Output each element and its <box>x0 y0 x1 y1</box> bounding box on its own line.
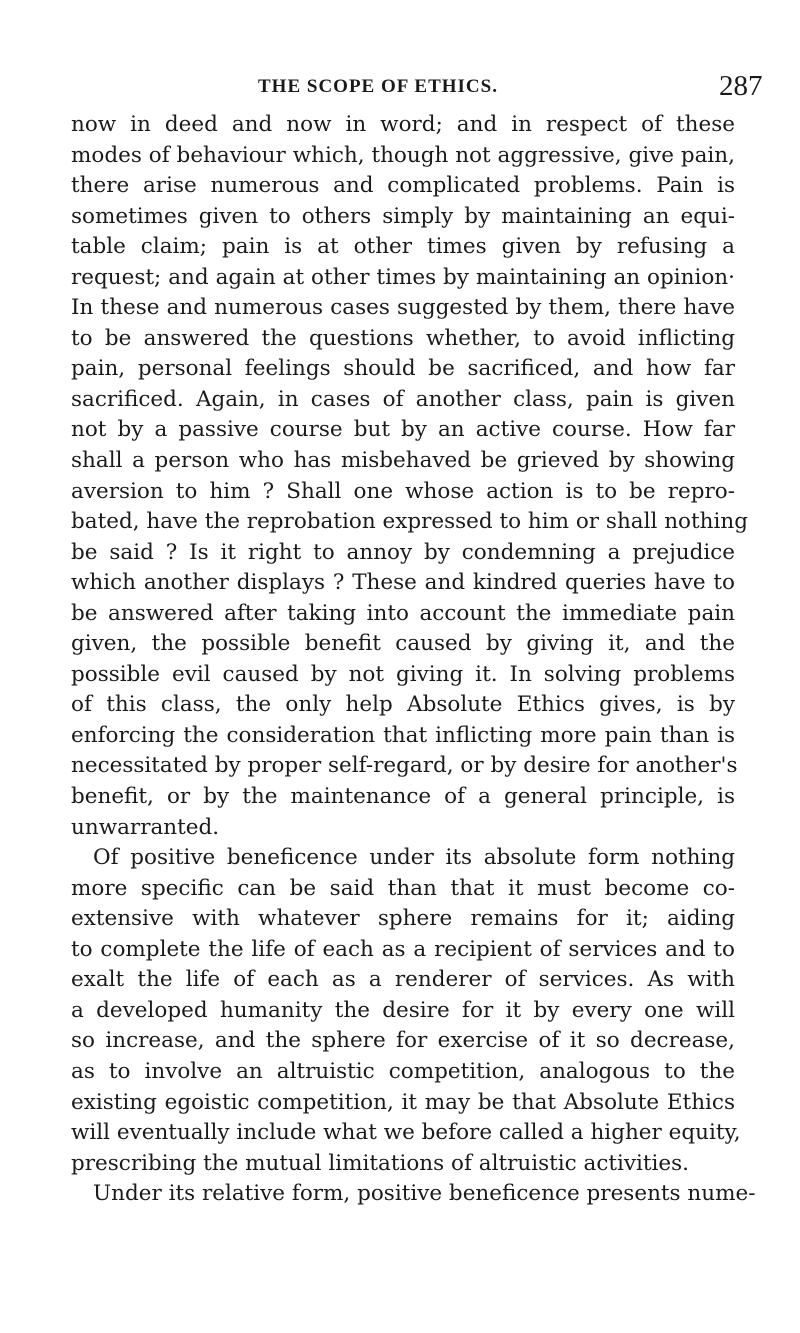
text-line: benefit, or by the maintenance of a general principle, is <box>71 784 735 810</box>
text-line: as to involve an altruistic competition, analogous to the <box>71 1058 735 1084</box>
text-line: pain, personal feelings should be sacrificed, and how far <box>71 356 735 382</box>
text-line: exalt the life of each as a renderer of services. As with <box>71 967 735 993</box>
paragraph <box>71 110 748 843</box>
text-line: request; and again at other times by maintaining an opinion· <box>71 264 735 290</box>
text-line: existing egoistic competition, it may be that Absolute Ethics <box>71 1089 735 1115</box>
text-line: sometimes given to others simply by maintaining an equi- <box>71 203 735 229</box>
text-line: be said ? Is it right to annoy by condemning a prejudice <box>71 539 735 565</box>
text-line: Under its relative form, positive beneficence presents nume- <box>93 1181 756 1207</box>
text-line: table claim; pain is at other times given by refusing a <box>71 234 735 260</box>
text-line: a developed humanity the desire for it by every one will <box>71 997 735 1023</box>
paragraph <box>71 843 741 1179</box>
page-number: 287 <box>719 70 763 102</box>
text-line: Of positive beneficence under its absolute form nothing <box>93 845 735 871</box>
text-line: necessitated by proper self-regard, or by desire for another's <box>71 753 738 779</box>
paragraph <box>71 1179 756 1210</box>
text-line: so increase, and the sphere for exercise of it so decrease, <box>71 1028 735 1054</box>
text-line: prescribing the mutual limitations of altruistic activities. <box>71 1150 690 1176</box>
text-line: to be answered the questions whether, to avoid inflicting <box>71 325 735 351</box>
text-line: will eventually include what we before called a higher equity, <box>71 1120 741 1146</box>
text-line: there arise numerous and complicated problems. Pain is <box>71 173 735 199</box>
text-line: of this class, the only help Absolute Ethics gives, is by <box>71 692 735 718</box>
page-header <box>0 70 800 104</box>
text-line: which another displays ? These and kindred queries have to <box>71 570 735 596</box>
text-line: more specific can be said than that it must become co- <box>71 875 735 901</box>
text-line: shall a person who has misbehaved be grieved by showing <box>71 448 735 474</box>
text-line: In these and numerous cases suggested by them, there have <box>71 295 735 321</box>
text-line: modes of behaviour which, though not aggressive, give pain, <box>71 142 735 168</box>
text-line: to complete the life of each as a recipient of services and to <box>71 936 735 962</box>
text-line: given, the possible benefit caused by giving it, and the <box>71 631 735 657</box>
text-line: now in deed and now in word; and in respect of these <box>71 112 735 137</box>
text-line: sacrificed. Again, in cases of another class, pain is given <box>71 386 735 412</box>
text-line: bated, have the reprobation expressed to him or shall nothing <box>71 509 748 535</box>
text-line: extensive with whatever sphere remains for it; aiding <box>71 906 735 932</box>
text-line: not by a passive course but by an active course. How far <box>71 417 735 443</box>
body-text <box>71 110 756 1210</box>
text-line: be answered after taking into account the immediate pain <box>71 600 735 626</box>
text-line: enforcing the consideration that inflicting more pain than is <box>71 722 735 748</box>
text-line: aversion to him ? Shall one whose action is to be repro- <box>71 478 735 504</box>
text-line: possible evil caused by not giving it. In solving problems <box>71 661 735 687</box>
text-line: unwarranted. <box>71 814 220 840</box>
running-head: THE SCOPE OF ETHICS. <box>258 76 498 97</box>
